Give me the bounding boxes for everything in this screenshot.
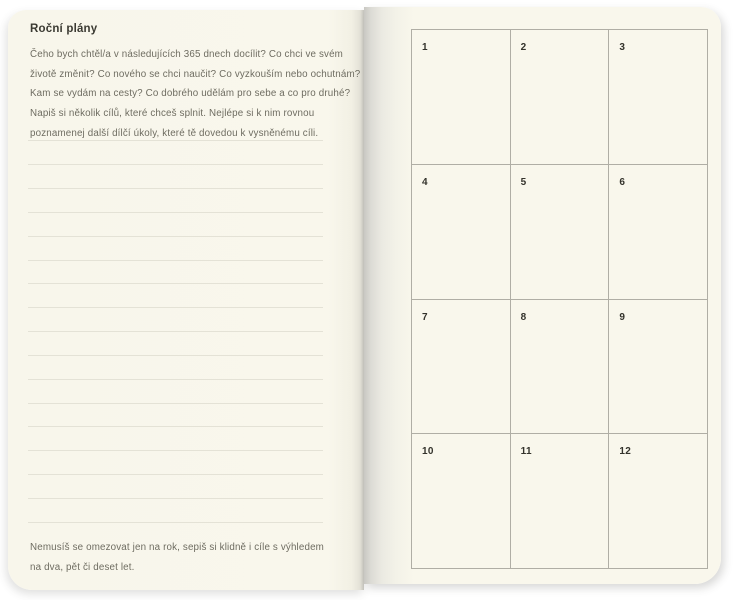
month-number: 12 [619,446,632,458]
ruled-line [28,451,323,475]
month-cell [609,165,708,300]
month-cell [609,30,708,165]
footer-line: na dva, pět či deset let. [30,561,135,573]
ruled-line [28,380,323,404]
months-grid [411,29,708,569]
intro-line: Kam se vydám na cesty? Co dobrého udělám pro sebe a co pro druhé? [30,88,351,100]
footer-paragraph [30,538,355,577]
ruled-lines-area [28,118,323,523]
month-number: 6 [619,176,626,188]
ruled-line [28,118,323,142]
ruled-line [28,213,323,237]
ruled-line [28,284,323,308]
month-number: 1 [422,42,428,53]
ruled-line [28,332,323,356]
ruled-line [28,308,323,332]
month-number: 11 [520,446,532,458]
ruled-line [28,404,323,428]
month-number: 2 [520,42,527,53]
month-number: 4 [422,176,428,188]
ruled-line [28,356,323,380]
ruled-line [28,237,323,261]
month-number: 8 [520,311,527,323]
month-cell [511,300,610,435]
month-cell [511,434,610,569]
intro-line: Čeho bych chtěl/a v následujících 365 dnech docílit? Co chci ve svém [30,49,343,60]
ruled-line [28,261,323,285]
month-cell [609,300,708,435]
month-number: 3 [619,42,626,53]
intro-line: poznamenej další dílčí úkoly, které tě dovedou k vysněnému cíli. [30,127,319,139]
ruled-line [28,475,323,499]
ruled-line [28,427,323,451]
intro-line: Napiš si několik cílů, které chceš splnit. Nejlépe si k nim rovnou [30,108,315,120]
month-cell [412,30,511,165]
page-title: Roční plány [30,23,98,35]
month-cell [609,434,708,569]
month-cell [511,165,610,300]
ruled-line [28,165,323,189]
left-page [8,10,364,590]
month-number: 10 [422,446,434,458]
month-cell [511,30,610,165]
month-cell [412,300,511,435]
ruled-line [28,141,323,165]
month-cell [412,434,511,569]
right-page [364,7,721,584]
month-number: 9 [619,311,626,323]
month-cell [412,165,511,300]
intro-line: životě změnit? Co nového se chci naučit? Co vyzkouším nebo ochutnám? [30,68,361,80]
month-number: 5 [520,176,527,188]
footer-line: Nemusíš se omezovat jen na rok, sepiš si klidně i cíle s výhledem [30,542,324,553]
ruled-line [28,499,323,523]
month-number: 7 [422,311,428,323]
ruled-line [28,189,323,213]
